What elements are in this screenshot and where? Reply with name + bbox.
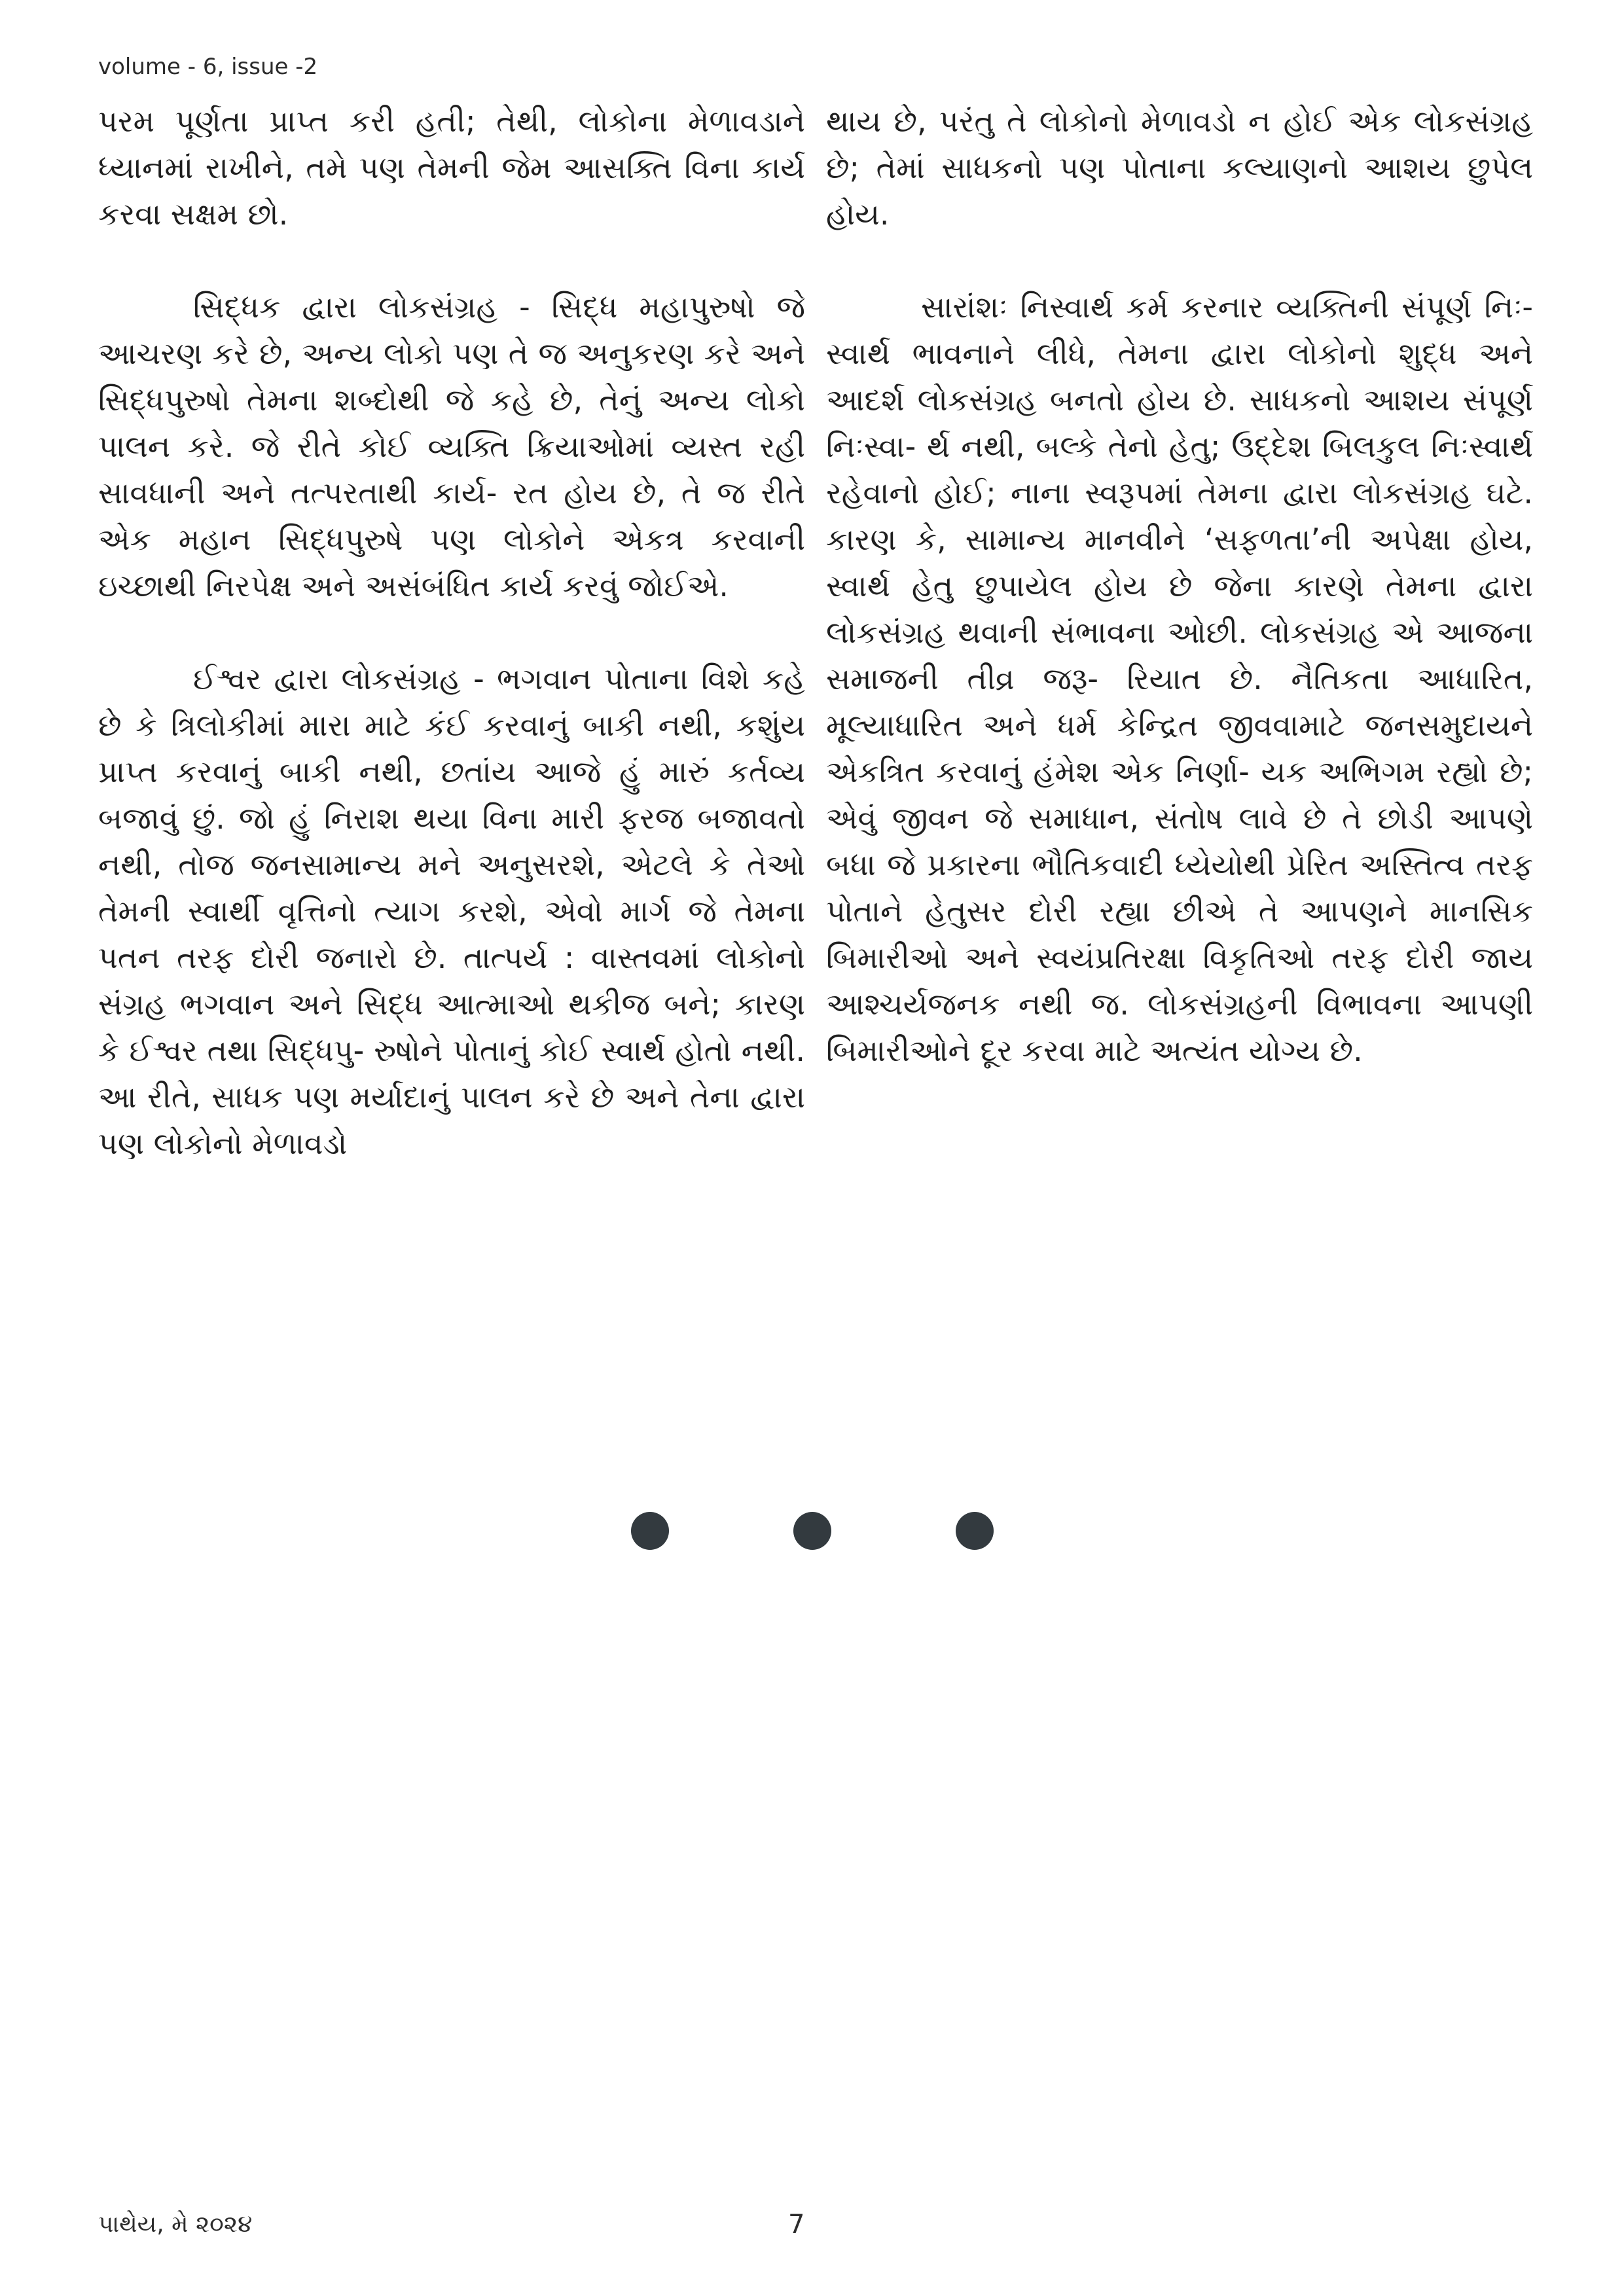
separator-dot-icon — [956, 1512, 994, 1550]
separator-dot-icon — [793, 1512, 831, 1550]
paragraph: સારાંશઃ નિસ્વાર્થ કર્મ કરનાર વ્યક્તિની સંપૂર્ણ નિઃ- સ્વાર્થ ભાવનાને લીધે, તેમના દ્વારા લોકોનો શુદ્ધ અને આદર્શ લોકસંગ્રહ બનતો હોય છે. સાધકનો આશય સંપૂર્ણ નિઃસ્વા- ર્થ નથી, બલ્કે તેનો હેતુ; ઉદ્દેશ બિલકુલ નિઃસ્વાર્થ રહેવાનો હોઈ; નાના સ્વરૂપમાં તેમના દ્વારા લોકસંગ્રહ ઘટે. કારણ કે, સામાન્ય માનવીને ‘સફળતા’ની અપેક્ષા હોય, સ્વાર્થ હેતુ છુપાયેલ હોય છે જેના કારણે તેમના દ્વારા લોકસંગ્રહ થવાની સંભાવના ઓછી. લોકસંગ્રહ એ આજના સમાજની તીવ્ર જરૂ- રિયાત છે. નૈતિકતા આધારિત, મૂલ્યાધારિત અને ધર્મ કેન્દ્રિત જીવવામાટે જનસમુદાયને એકત્રિત કરવાનું હંમેશ એક નિર્ણા- યક અભિગમ રહ્યો છે; એવું જીવન જે સમાધાન, સંતોષ લાવે છે તે છોડી આપણે બધા જે પ્રકારના ભૌતિકવાદી ધ્યેયોથી પ્રેરિત અસ્તિત્વ તરફ પોતાને હેતુસર દોરી રહ્યા છીએ તે આપણને માનસિક બિમારીઓ અને સ્વયંપ્રતિરક્ષા વિકૃતિઓ તરફ દોરી જાય આશ્ચર્યજનક નથી જ. લોકસંગ્રહની વિભાવના આપણી બિમારીઓને દૂર કરવા માટે અત્યંત યોગ્ય છે. — [826, 289, 1533, 1068]
left-column — [98, 98, 805, 1213]
publication-footer: પાથેય, મે ૨૦૨૪ — [98, 2211, 253, 2238]
right-column — [826, 98, 1533, 1121]
page-number: 7 — [788, 2210, 805, 2240]
paragraph: ઈશ્વર દ્વારા લોકસંગ્રહ - ભગવાન પોતાના વિશે કહે છે કે ત્રિલોકીમાં મારા માટે કંઈ કરવાનું બાકી નથી, કશુંય પ્રાપ્ત કરવાનું બાકી નથી, છતાંય આજે હું મારું કર્તવ્ય બજાવું છું. જો હું નિરાશ થયા વિના મારી ફરજ બજાવતો નથી, તોજ જનસામાન્ય મને અનુસરશે, એટલે કે તેઓ તેમની સ્વાર્થી વૃત્તિનો ત્યાગ કરશે, એવો માર્ગ જે તેમના પતન તરફ દોરી જનારો છે. તાત્પર્ય : વાસ્તવમાં લોકોનો સંગ્રહ ભગવાન અને સિદ્ધ આત્માઓ થકીજ બને; કારણ કે ઈશ્વર તથા સિદ્ધપુ- રુષોને પોતાનું કોઈ સ્વાર્થ હોતો નથી. આ રીતે, સાધક પણ મર્યાદાનું પાલન કરે છે અને તેના દ્વારા પણ લોકોનો મેળાવડો — [98, 661, 805, 1161]
issue-header: volume - 6, issue -2 — [98, 54, 318, 80]
section-separator — [0, 1512, 1624, 1550]
paragraph: સિદ્ધક દ્વારા લોકસંગ્રહ - સિદ્ધ મહાપુરુષો જે આચરણ કરે છે, અન્ય લોકો પણ તે જ અનુકરણ કરે અને સિદ્ધપુરુષો તેમના શબ્દોથી જે કહે છે, તેનું અન્ય લોકો પાલન કરે. જે રીતે કોઈ વ્યક્તિ ક્રિયાઓમાં વ્યસ્ત રહી સાવધાની અને તત્પરતાથી કાર્ય- રત હોય છે, તે જ રીતે એક મહાન સિદ્ધપુરુષે પણ લોકોને એકત્ર કરવાની ઇચ્છાથી નિરપેક્ષ અને અસંબંધિત કાર્ય કરવું જોઈએ. — [98, 289, 805, 603]
paragraph: પરમ પૂર્ણતા પ્રાપ્ત કરી હતી; તેથી, લોકોના મેળાવડાને ધ્યાનમાં રાખીને, તમે પણ તેમની જેમ આસક્તિ વિના કાર્ય કરવા સક્ષમ છો. — [98, 103, 805, 232]
paragraph: થાય છે, પરંતુ તે લોકોનો મેળાવડો ન હોઈ એક લોકસંગ્રહ છે; તેમાં સાધકનો પણ પોતાના કલ્યાણનો આશય છુપેલ હોય. — [826, 103, 1533, 232]
separator-dot-icon — [631, 1512, 669, 1550]
